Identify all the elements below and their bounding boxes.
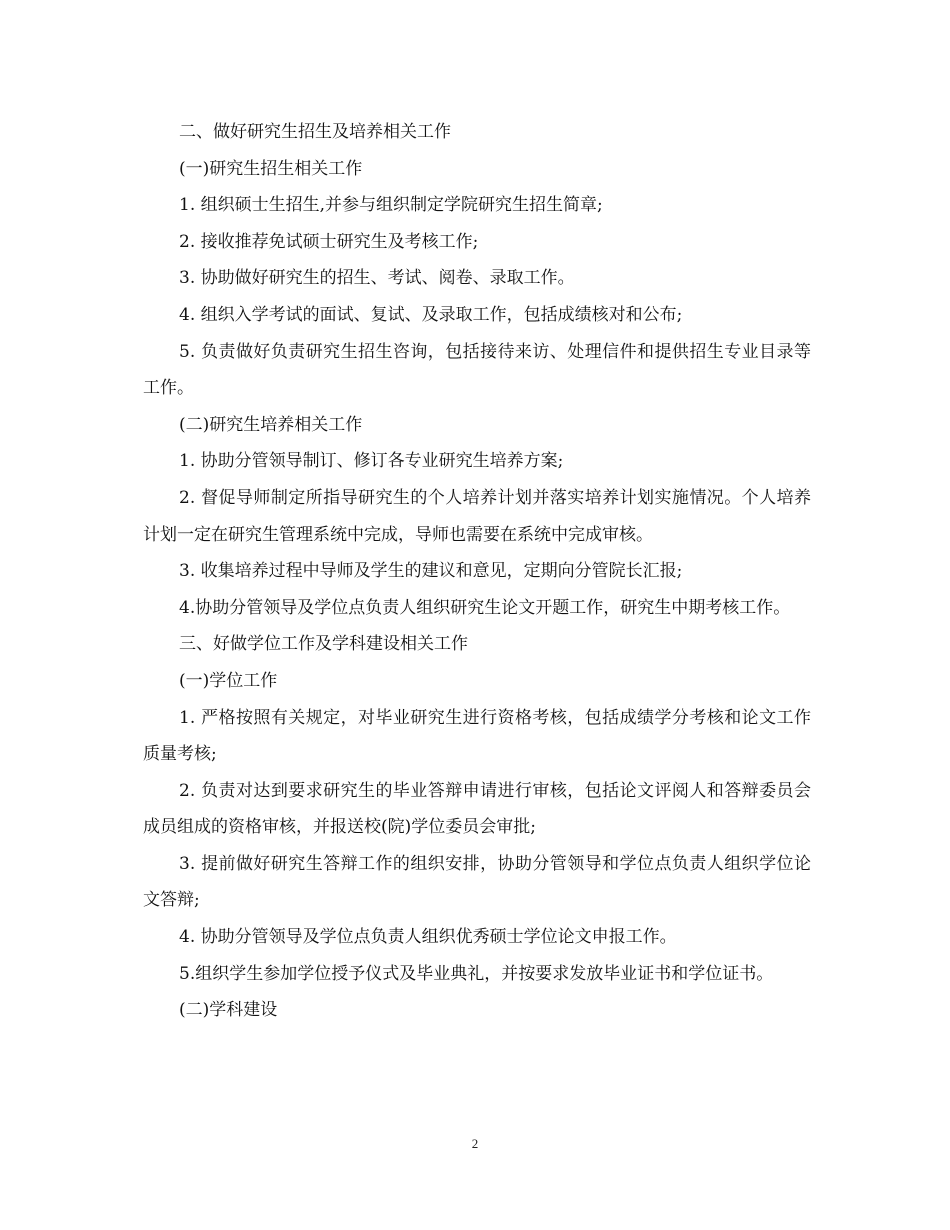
- section-heading: 三、好做学位工作及学科建设相关工作: [179, 634, 468, 655]
- list-item: 5.组织学生参加学位授予仪式及毕业典礼，并按要求发放毕业证书和学位证书。: [179, 963, 774, 984]
- list-item: 1. 协助分管领导制订、修订各专业研究生培养方案;: [179, 451, 564, 472]
- list-item: 4. 组织入学考试的面试、复试、及录取工作，包括成绩核对和公布;: [179, 304, 683, 325]
- list-item: 2. 接收推荐免试硕士研究生及考核工作;: [179, 231, 479, 252]
- section-heading: 二、做好研究生招生及培养相关工作: [179, 122, 451, 142]
- list-item: 3. 提前做好研究生答辩工作的组织安排，协助分管领导和学位点负责人组织学位论文答辩;: [143, 853, 811, 911]
- list-item: 3. 协助做好研究生的招生、考试、阅卷、录取工作。: [179, 268, 575, 289]
- subsection-heading: (一)研究生招生相关工作: [179, 158, 363, 179]
- document-body: [143, 114, 811, 1029]
- list-item: 1. 组织硕士生招生,并参与组织制定学院研究生招生简章;: [179, 195, 603, 216]
- list-item: 4.协助分管领导及学位点负责人组织研究生论文开题工作，研究生中期考核工作。: [179, 597, 791, 618]
- list-item: 5. 负责做好负责研究生招生咨询，包括接待来访、处理信件和提供招生专业目录等工作。: [143, 341, 811, 399]
- list-item: 1. 严格按照有关规定，对毕业研究生进行资格考核，包括成绩学分考核和论文工作质量考核;: [143, 707, 811, 765]
- list-item: 2. 督促导师制定所指导研究生的个人培养计划并落实培养计划实施情况。个人培养计划一定在研究生管理系统中完成，导师也需要在系统中完成审核。: [143, 487, 811, 545]
- list-item: 3. 收集培养过程中导师及学生的建议和意见，定期向分管院长汇报;: [179, 561, 683, 582]
- list-item: 4. 协助分管领导及学位点负责人组织优秀硕士学位论文申报工作。: [179, 927, 677, 948]
- list-item: 2. 负责对达到要求研究生的毕业答辩申请进行审核，包括论文评阅人和答辩委员会成员组成的资格审核，并报送校(院)学位委员会审批;: [143, 780, 811, 838]
- subsection-heading: (二)研究生培养相关工作: [179, 414, 363, 435]
- subsection-heading: (一)学位工作: [179, 670, 278, 691]
- subsection-heading: (二)学科建设: [179, 1000, 278, 1021]
- page-number: 2: [471, 1136, 479, 1151]
